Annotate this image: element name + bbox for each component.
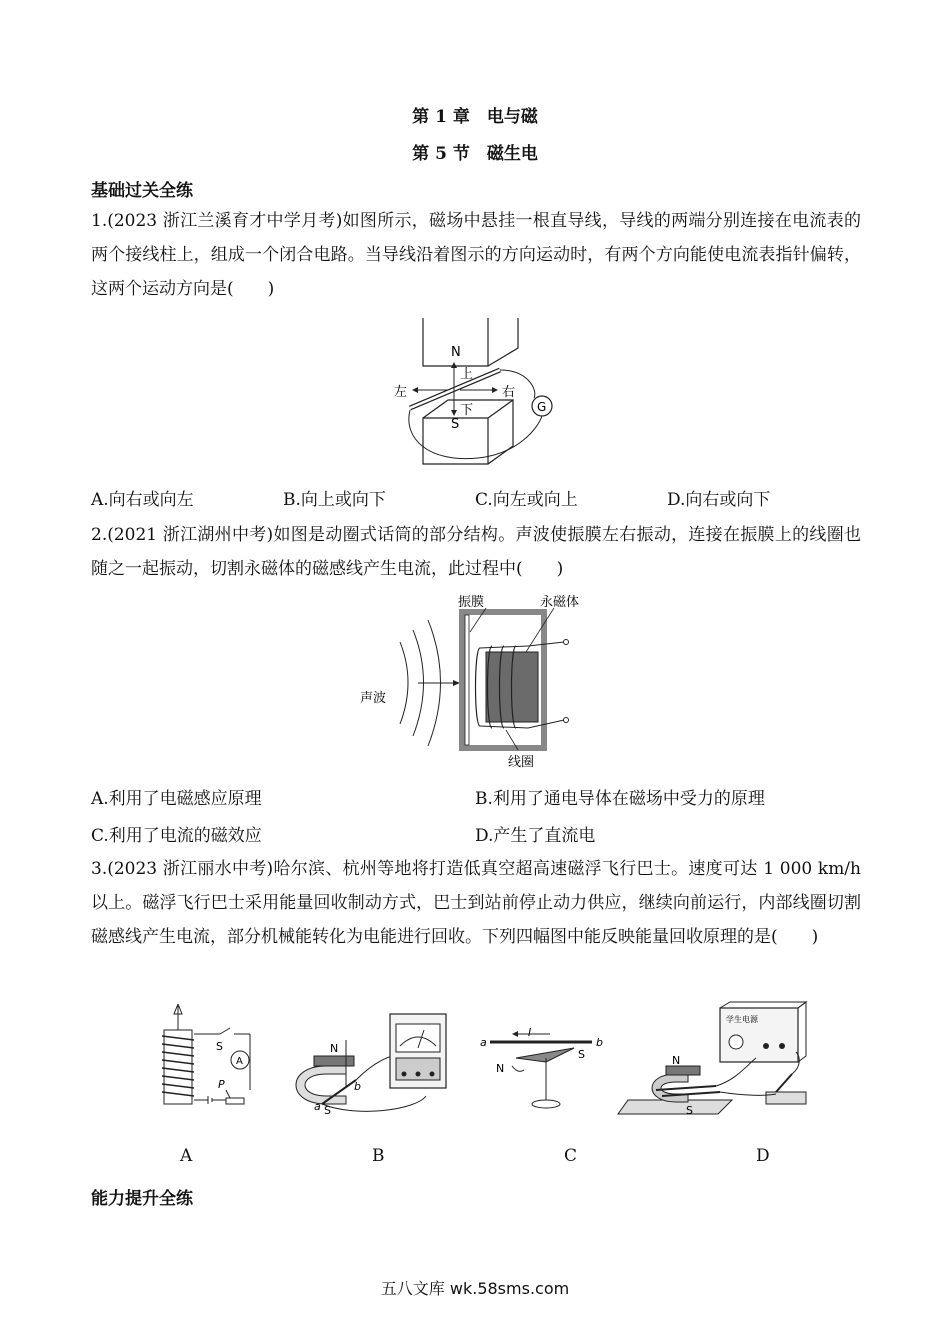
q3c-b-label: b xyxy=(596,1036,603,1049)
q1-option-a: A.向右或向左 xyxy=(91,490,194,510)
q1-galvanometer-label: G xyxy=(537,400,547,414)
q1-text: 1.(2023 浙江兰溪育才中学月考)如图所示，磁场中悬挂一根直导线，导线的两端分别连接在电流表的两个接线柱上，组成一个闭合电路。当导线沿着图示的方向运动时，有两个方向能使电流表指针偏转，这两个运动方向是( ) xyxy=(91,211,861,299)
q2-text: 2.(2021 浙江湖州中考)如图是动圈式话筒的部分结构。声波使振膜左右振动，连接在振膜上的线圈也随之一起振动，切割永磁体的磁感线产生电流，此过程中( ) xyxy=(91,525,861,579)
q3-caption-a: A xyxy=(180,1146,193,1166)
q1-n-label: N xyxy=(451,345,461,360)
q2-diaphragm-label: 振膜 xyxy=(458,595,485,610)
q3d-n-label: N xyxy=(672,1054,681,1067)
q3c-s-label: S xyxy=(578,1048,585,1061)
q2-sound-label: 声波 xyxy=(360,691,387,706)
q3c-i-label: I xyxy=(528,1026,532,1039)
q2-option-b: B.利用了通电导体在磁场中受力的原理 xyxy=(475,789,765,809)
q3b-s-label: S xyxy=(324,1104,331,1115)
q3c-a-label: a xyxy=(480,1036,487,1049)
q3-caption-c: C xyxy=(564,1146,578,1166)
part1-heading: 基础过关全练 xyxy=(91,181,193,201)
q3d-s-label: S xyxy=(686,1104,693,1115)
section-title: 第 5 节 磁生电 xyxy=(412,144,538,164)
q3a-p-label: P xyxy=(218,1078,225,1091)
q1-left-label: 左 xyxy=(394,385,408,400)
q3-figure-a xyxy=(150,1004,255,1114)
q1-option-d: D.向右或向下 xyxy=(667,490,771,510)
q3b-a-label: a xyxy=(314,1100,321,1113)
q1-up-label: 上 xyxy=(460,367,474,382)
footer-watermark: 五八文库 wk.58sms.com xyxy=(380,1279,570,1298)
q2-coil-label: 线圈 xyxy=(508,755,535,770)
q3-text: 3.(2023 浙江丽水中考)哈尔滨、杭州等地将打造低真空超高速磁浮飞行巴士。速度可达 1 000 km/h 以上。磁浮飞行巴士采用能量回收制动方式，巴士到站前停止动力供应，继续向前运行，内部线圈切割磁感线产生电流，部分机械能转化为电能进行回收。下列四幅图中能反映能量回收原理的是( ) xyxy=(91,859,861,947)
q3-figure-b xyxy=(286,1000,456,1115)
q3b-b-label: b xyxy=(354,1080,361,1093)
chapter-title: 第 1 章 电与磁 xyxy=(412,107,538,127)
q3-caption-d: D xyxy=(756,1146,770,1166)
q1-figure xyxy=(388,318,563,466)
q3c-n-label: N xyxy=(496,1062,505,1075)
q2-magnet-label: 永磁体 xyxy=(540,595,580,610)
q1-right-label: 右 xyxy=(502,385,516,400)
q2-option-c: C.利用了电流的磁效应 xyxy=(91,826,262,846)
q3a-switch-label: S xyxy=(216,1040,223,1053)
q3-caption-b: B xyxy=(372,1146,385,1166)
q2-option-d: D.产生了直流电 xyxy=(475,826,596,846)
q2-figure xyxy=(358,590,598,770)
q1-option-b: B.向上或向下 xyxy=(283,490,386,510)
q2-option-a: A.利用了电磁感应原理 xyxy=(91,789,262,809)
part2-heading: 能力提升全练 xyxy=(91,1189,193,1209)
q3a-ammeter-label: A xyxy=(236,1056,243,1067)
q1-option-c: C.向左或向上 xyxy=(475,490,578,510)
q3-figure-c xyxy=(476,1024,606,1114)
q3b-n-label: N xyxy=(330,1042,339,1055)
q1-down-label: 下 xyxy=(460,403,474,418)
q3d-power-label: 学生电源 xyxy=(726,1015,758,1024)
q1-s-label: S xyxy=(451,417,460,432)
q3-figure-d xyxy=(616,1000,816,1115)
